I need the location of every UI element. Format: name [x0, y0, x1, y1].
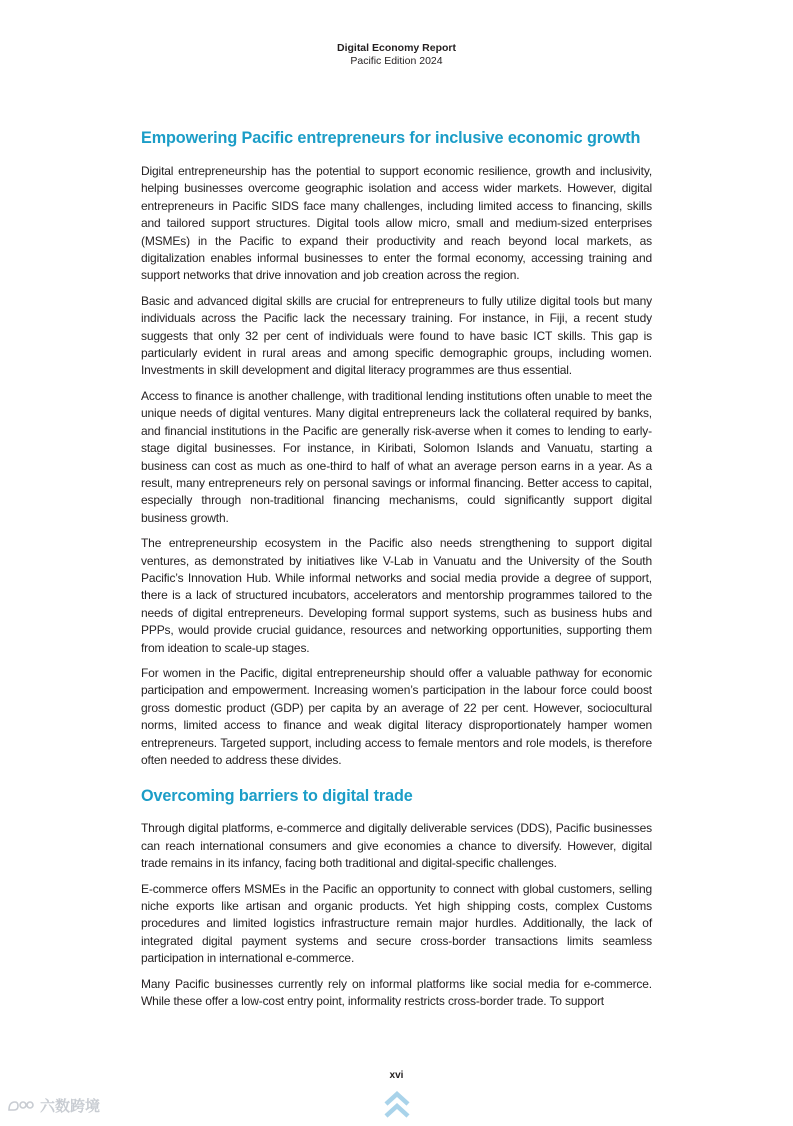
running-header [0, 42, 793, 68]
brand-logo-icon [6, 1097, 36, 1115]
watermark-text: 六数跨境 [40, 1098, 101, 1115]
main-content [141, 127, 652, 1018]
report-title: Digital Economy Report [336, 42, 456, 54]
paragraph: For women in the Pacific, digital entrepreneurship should offer a valuable pathway for economic participation and empowerment. Increasing women’s participation in the labour force could boost gross domestic product (GDP) per capita by an average of 22 per cent. However, sociocultural norms, limited access to finance and weak digital literacy disproportionately hamper women entrepreneurs. Targeted support, including access to female mentors and role models, is therefore often needed to address these divides. [141, 665, 652, 767]
paragraph: Digital entrepreneurship has the potential to support economic resilience, growth and inclusivity, helping businesses overcome geographic isolation and access wider markets. However, digital entrepreneurs in Pacific SIDS face many challenges, including limited access to financing, skills and tailored support structures. Digital tools allow micro, small and medium-sized enterprises (MSMEs) in the Pacific to expand their productivity and reach beyond local markets, as digitalization enables informal businesses to enter the formal economy, accessing training and support networks that drive innovation and job creation across the region. [141, 164, 652, 283]
paragraph: Access to finance is another challenge, with traditional lending institutions often unable to meet the unique needs of digital ventures. Many digital entrepreneurs lack the collateral required by banks, and financial institutions in the Pacific are generally risk-averse when it comes to lending to early-stage digital businesses. For instance, in Kiribati, Solomon Islands and Vanuatu, starting a business can cost as much as one-third to half of what an average person earns in a year. As a result, many entrepreneurs rely on personal savings or informal financing. Better access to capital, especially through non-traditional financing mechanisms, could significantly support digital business growth. [141, 388, 652, 525]
watermark [6, 1095, 100, 1116]
section-heading-digital-trade: Overcoming barriers to digital trade [141, 787, 413, 806]
paragraph: Through digital platforms, e-commerce and digitally deliverable services (DDS), Pacific businesses can reach international consumers and give economies a chance to diversify. However, digital trade remains in its infancy, facing both traditional and digital-specific challenges. [141, 821, 652, 871]
paragraph: Basic and advanced digital skills are crucial for entrepreneurs to fully utilize digital tools but many individuals across the Pacific lack the necessary training. For instance, in Fiji, a recent study suggests that only 32 per cent of individuals were found to have basic ICT skills. This gap is particularly evident in rural areas and among specific demographic groups, including women. Investments in skill development and digital literacy programmes are thus essential. [141, 293, 652, 378]
section-heading-entrepreneurs: Empowering Pacific entrepreneurs for inclusive economic growth [141, 129, 641, 147]
paragraph: The entrepreneurship ecosystem in the Pacific also needs strengthening to support digital ventures, as demonstrated by initiatives like V-Lab in Vanuatu and the University of the South Pacific’s Innovation Hub. While informal networks and social media provide a degree of support, there is a lack of structured incubators, accelerators and mentorship programmes tailored to the needs of digital entrepreneurs. Developing formal support systems, such as business hubs and PPPs, would provide crucial guidance, resources and networking opportunities, supporting them from ideation to scale-up stages. [141, 536, 652, 655]
page-number: xvi [389, 1070, 404, 1081]
paragraph: Many Pacific businesses currently rely on informal platforms like social media for e-commerce. While these offer a low-cost entry point, informality restricts cross-border trade. To support [141, 976, 652, 1009]
paragraph: E-commerce offers MSMEs in the Pacific an opportunity to connect with global customers, selling niche exports like artisan and organic products. Yet high shipping costs, complex Customs procedures and limited logistics infrastructure remain major hurdles. Additionally, the lack of integrated digital payment systems and secure cross-border transactions limits seamless participation in international e-commerce. [141, 881, 652, 966]
report-edition: Pacific Edition 2024 [350, 55, 443, 67]
